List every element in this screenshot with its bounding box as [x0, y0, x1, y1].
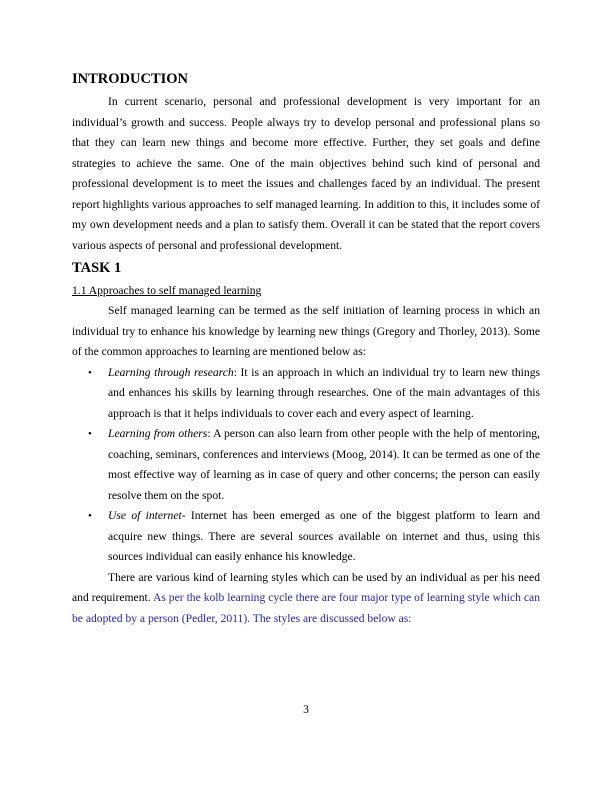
task1-heading: TASK 1	[72, 260, 122, 276]
bullet-icon: •	[88, 366, 92, 379]
introduction-heading: INTRODUCTION	[72, 71, 189, 87]
list-item-term: Use of internet	[108, 509, 182, 522]
list-item	[88, 363, 540, 425]
list-item-text: : It is an approach in which an individual try to learn new things and enhances his skills by learning through researches. One of the main advantages of this approach is that it helps individuals to cover each and every aspect of learning.	[108, 365, 540, 420]
list-item-term: Learning through research	[108, 365, 234, 379]
page-number: 3	[303, 703, 309, 716]
closing-text: There are various kind of learning styles which can be used by an individual as per his need and requirement.	[72, 570, 540, 604]
bullet-icon: •	[88, 510, 92, 522]
list-item	[88, 506, 540, 568]
list-item-text: : A person can also learn from other people with the help of mentoring, coaching, seminars, conferences and interviews (Moog, 2014). It can be termed as one of the most effective way of learning as in case of query and other concerns; the person can easily resolve them on the spot.	[108, 427, 540, 502]
introduction-paragraph: In current scenario, personal and professional development is very important for an individual’s growth and success. People always try to develop personal and professional plans so that they can learn new things and become more effective. Further, they set goals and define strategies to achieve the same. One of the main objectives behind such kind of personal and professional development is to meet the issues and challenges faced by an individual. The present report highlights various approaches to self managed learning. In addition to this, it includes some of my own development needs and a plan to satisfy them. Overall it can be stated that the report covers various aspects of personal and professional development.	[72, 95, 540, 252]
closing-paragraph	[72, 568, 540, 630]
document-page	[72, 70, 540, 629]
bullet-icon: •	[88, 428, 92, 440]
task1-intro-paragraph: Self managed learning can be termed as the self initiation of learning process in which an individual try to enhance his knowledge by learning new things (Gregory and Thorley, 2013). Some of the common approaches to learning are mentioned below as:	[72, 304, 540, 358]
list-item-text: - Internet has been emerged as one of the biggest platform to learn and acquire new things. There are several sources available on internet and thus, using this sources individual can easily enhance his knowledge.	[108, 509, 540, 563]
approaches-list	[72, 363, 540, 568]
list-item-term: Learning from others	[108, 427, 208, 440]
highlighted-text: As per the kolb learning cycle there are four major type of learning style which can be adopted by a person (Pedler, 2011). The styles are discussed below as:	[72, 591, 540, 625]
list-item	[88, 424, 540, 506]
section-subheading: 1.1 Approaches to self managed learning	[72, 284, 262, 297]
